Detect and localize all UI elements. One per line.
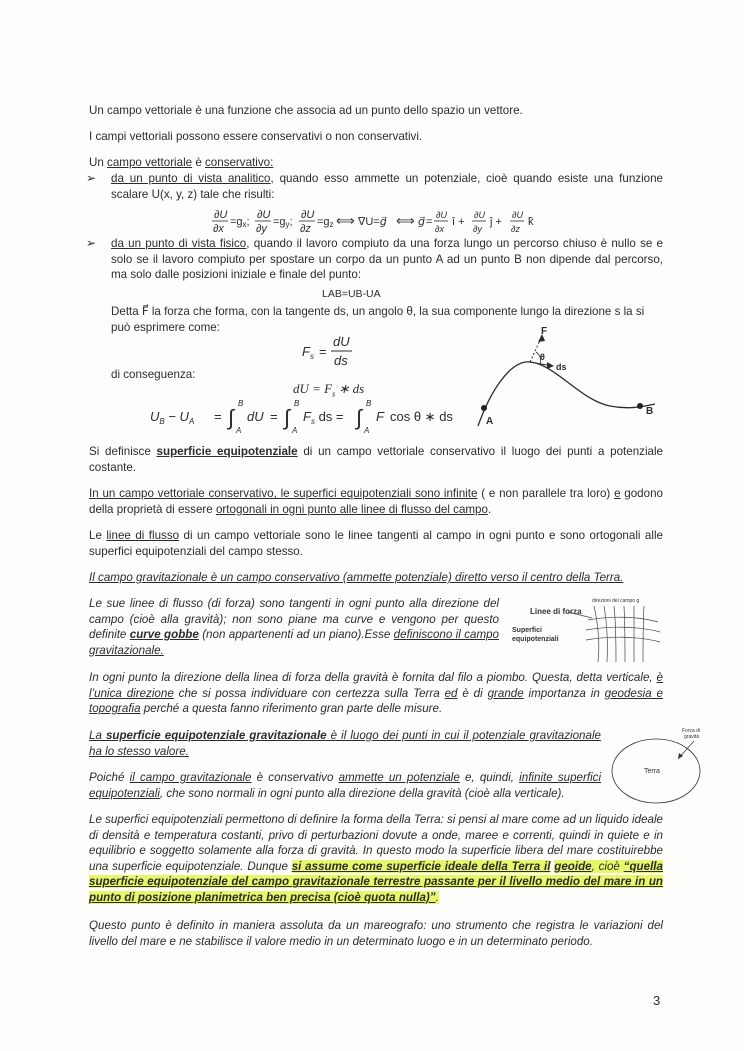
svg-text:A: A bbox=[364, 426, 370, 435]
gravity-force-label: Forza di bbox=[682, 728, 701, 734]
text: ( e non parallele tra loro) bbox=[477, 487, 615, 500]
svg-text:=gy;: =gy; bbox=[273, 216, 293, 229]
text: La bbox=[89, 729, 106, 742]
highlighted-text: , cioè bbox=[591, 859, 624, 873]
point-a-label: A bbox=[486, 416, 494, 427]
paragraph-vector-field-definition bbox=[89, 103, 663, 119]
equation-du: dU = $F_s$ ∗ ds bbox=[293, 381, 365, 399]
paragraph-tide-gauge: Questo punto è definito in maniera assoluta da un mareografo: uno strumento che registra le variazioni del livello del mare e ne stabilisce il valore medio in un determinato luogo e in un determinato periodo. bbox=[89, 919, 663, 948]
highlighted-term: geoide bbox=[554, 859, 592, 873]
underlined-term: superficie equipotenziale gravitazionale bbox=[105, 729, 327, 742]
text: di un campo vettoriale conservativo il luogo dei punti a potenziale costante. bbox=[89, 445, 664, 474]
svg-text:∂U: ∂U bbox=[436, 210, 447, 220]
svg-text:=gx;: =gx; bbox=[230, 216, 250, 229]
underlined-term: grande bbox=[487, 686, 524, 700]
svg-text:∂U: ∂U bbox=[474, 210, 485, 220]
text: . bbox=[487, 502, 492, 516]
equation-fs bbox=[300, 333, 360, 374]
svg-text:î +: î + bbox=[452, 216, 465, 228]
underlined-term: ortogonali in ogni punto alle linee di flusso del campo bbox=[215, 502, 488, 516]
underlined-term: da un punto di vista fisico bbox=[111, 237, 247, 250]
text: che si possa individuare con certezza sulla Terra bbox=[173, 686, 445, 700]
svg-text:∫: ∫ bbox=[356, 405, 363, 430]
svg-text:UB − UA: $U_B - U_A$ bbox=[150, 409, 195, 426]
svg-text:A: A bbox=[236, 426, 242, 435]
paragraph-conservative-heading bbox=[89, 155, 663, 171]
force-curve-svg bbox=[470, 322, 670, 434]
svg-text:∂x: ∂x bbox=[213, 223, 224, 235]
field-direction-label: direzioni del campo g bbox=[592, 598, 640, 604]
underlined-term: campo vettoriale bbox=[107, 156, 193, 169]
consequently-label: di conseguenza: bbox=[111, 368, 196, 381]
field-lines-group bbox=[568, 606, 660, 662]
text: Un campo vettoriale è una funzione che associa ad un punto dello spazio un vettore. bbox=[89, 104, 523, 117]
point-b-label: B bbox=[646, 406, 654, 417]
text: , quando esso ammette un potenziale, cioè quando esiste una funzione scalare U(x, y, z) tale che risulti: bbox=[111, 172, 664, 201]
svg-text:k̂: k̂ bbox=[528, 216, 534, 228]
svg-text:⟺: ⟺ bbox=[336, 213, 355, 228]
underlined-term: e bbox=[614, 487, 621, 500]
text: Un bbox=[89, 156, 108, 169]
underlined-term: linee di flusso bbox=[106, 529, 180, 542]
equation-gradient bbox=[212, 206, 612, 238]
svg-text:∂y: ∂y bbox=[473, 224, 482, 234]
equation-integral bbox=[150, 396, 453, 441]
equation-fs-svg bbox=[300, 333, 360, 369]
text: Le superfici equipotenziali permettono di definire la forma della Terra: si pensi al mare come ad un liquido ideale di densità e temperatura costanti, privo di perturbazioni dovute a onde, maree e correnti, quindi in quiete e in equilibrio e soggetto solamente alla forza di gravità. In questo modo la superficie libera del mare costituirebbe una superficie equipotenziale. Dunque bbox=[89, 813, 663, 873]
text: I campi vettoriali possono essere conservativi o non conservativi. bbox=[89, 130, 423, 143]
svg-text:⟺: ⟺ bbox=[396, 213, 415, 228]
point-b-dot bbox=[637, 403, 643, 409]
svg-text:∂z: ∂z bbox=[511, 224, 520, 234]
underlined-term: curve gobbe bbox=[129, 628, 199, 642]
equation-integral-svg bbox=[150, 396, 453, 436]
bullet-analytic bbox=[86, 171, 664, 202]
svg-text:Fs ds =: $F_s$ ds = bbox=[303, 409, 344, 426]
svg-text:∂U: ∂U bbox=[214, 209, 228, 221]
text: perché a questa fanno riferimento gran parte delle misure. bbox=[140, 702, 443, 716]
underlined-term: il campo gravitazionale bbox=[129, 771, 252, 784]
text: godono della proprietà di essere bbox=[89, 487, 663, 516]
text: Le sue linee di flusso (di forza) sono tangenti in ogni punto alla direzione del campo (cioè alla gravità); non sono piane ma curve e vengono per questo definite bbox=[89, 597, 499, 642]
svg-text:∫: ∫ bbox=[228, 405, 235, 430]
svg-text:∂x: ∂x bbox=[435, 224, 444, 234]
text: è conservativo bbox=[251, 771, 339, 784]
bullet-physical bbox=[86, 236, 664, 283]
underlined-term: In un campo vettoriale conservativo, le superfici equipotenziali sono infinite bbox=[89, 487, 478, 500]
text: importanza in bbox=[523, 686, 605, 700]
ds-label: ds bbox=[556, 362, 567, 372]
arrow-bullet-icon: ➢ bbox=[86, 236, 97, 250]
svg-text:dU: dU bbox=[247, 409, 264, 424]
underlined-term: definiscono il campo gravitazionale. bbox=[89, 628, 499, 657]
underlined-term: ammette un potenziale bbox=[338, 771, 460, 784]
svg-text:∂z: ∂z bbox=[300, 223, 311, 235]
paragraph-geoid bbox=[89, 812, 663, 906]
svg-text:B: B bbox=[294, 399, 300, 408]
underlined-term: è l’unica direzione bbox=[89, 671, 663, 700]
highlighted-text: . bbox=[435, 890, 439, 904]
underlined-term: ed bbox=[444, 686, 458, 700]
svg-text:=: = bbox=[270, 409, 278, 424]
text: Si definisce bbox=[89, 445, 157, 458]
surfaces-label-2: equipotenziali bbox=[512, 636, 559, 643]
paragraph-plumb-line bbox=[89, 670, 663, 717]
paragraph-gravitational-equipotential bbox=[89, 728, 601, 759]
theta-label: θ bbox=[540, 352, 545, 362]
underlined-term: infinite superfici equipotenziali bbox=[89, 771, 602, 800]
svg-text:=: = bbox=[426, 216, 433, 228]
svg-text:∂U: ∂U bbox=[257, 209, 271, 221]
svg-text:∫: ∫ bbox=[284, 405, 291, 430]
svg-text:cos θ ∗ ds: cos θ ∗ ds bbox=[390, 409, 453, 424]
surfaces-label-1: Superfici bbox=[512, 627, 542, 634]
text: e, quindi, bbox=[459, 771, 520, 784]
svg-text:∂y: ∂y bbox=[256, 223, 267, 235]
arrow-bullet-icon: ➢ bbox=[86, 171, 97, 185]
svg-text:Fs: $F_s$ bbox=[302, 344, 314, 361]
gravity-force-label-2: gravità bbox=[684, 734, 700, 740]
page-number: 3 bbox=[653, 993, 661, 1008]
figure-earth bbox=[602, 725, 720, 805]
paragraph-conservative-gravity bbox=[89, 770, 601, 801]
paragraph-equipotential-definition bbox=[89, 444, 663, 475]
text: , quando il lavoro compiuto da una forza lungo un percorso chiuso è nullo se e solo se il lavoro compiuto per spostare un corpo da un punto A ad un punto B non dipende dal percorso, ma solo dalle posizioni iniziale e finale del punto: bbox=[111, 237, 664, 282]
highlighted-term: si assume come superficie ideale della Terra il bbox=[291, 859, 551, 873]
paragraph-flux-lines bbox=[89, 528, 663, 559]
equation-gradient-svg bbox=[212, 206, 612, 238]
svg-text:B: B bbox=[238, 399, 244, 408]
text: Poiché bbox=[89, 771, 130, 784]
text: Le bbox=[89, 529, 107, 542]
svg-text:=: = bbox=[319, 344, 327, 359]
force-label: F bbox=[541, 326, 548, 337]
earth-svg bbox=[602, 725, 720, 805]
force-lines-label: Linee di forza bbox=[530, 607, 582, 616]
text: di un campo vettoriale sono le linee tangenti al campo in ogni punto e sono ortogonali alle superfici equipotenziali del campo stesso. bbox=[89, 529, 663, 558]
svg-text:ds: ds bbox=[334, 353, 348, 368]
underlined-term: superficie equipotenziale bbox=[156, 445, 298, 458]
text: Detta F⃗ la forza che forma, con la tangente ds, un angolo θ, la sua componente lungo la direzione s la si può esprimere come: bbox=[111, 305, 645, 334]
highlighted-term: “quella superficie equipotenziale del campo gravitazionale terrestre passante per il livello medio del mare in un punto di posizione planimetrica ben precisa (cioè quota nulla)” bbox=[89, 859, 663, 904]
underlined-term: geodesia e topografia bbox=[89, 686, 664, 716]
svg-text:A: A bbox=[292, 426, 298, 435]
figure-force-curve bbox=[470, 322, 670, 434]
figure-field-lines bbox=[508, 594, 668, 664]
text: In ogni punto la direzione della linea di forza della gravità è fornita dal filo a piombo. Questa, detta verticale, bbox=[89, 671, 657, 684]
svg-text:F: F bbox=[376, 409, 384, 424]
svg-text:=: = bbox=[214, 409, 222, 424]
svg-text:∂U: ∂U bbox=[512, 210, 523, 220]
earth-label: Terra bbox=[644, 768, 660, 775]
underlined-term: conservativo: bbox=[205, 156, 274, 169]
text: (non appartenenti ad un piano).Esse bbox=[198, 628, 394, 642]
svg-text:B: B bbox=[366, 399, 372, 408]
underlined-term: da un punto di vista analitico bbox=[111, 172, 271, 185]
text: è bbox=[192, 156, 205, 169]
point-a-dot bbox=[481, 405, 487, 411]
svg-text:∂U: ∂U bbox=[301, 209, 315, 221]
text: è di bbox=[457, 686, 488, 700]
underlined-term: è il luogo dei punti in cui il potenziale gravitazionale ha lo stesso valore. bbox=[89, 729, 601, 758]
svg-text:∇U=g⃗: ∇U=g⃗ bbox=[358, 216, 387, 228]
svg-text:g⃗: g⃗ bbox=[418, 216, 425, 228]
ds-arrowhead bbox=[547, 362, 554, 369]
paragraph-infinite-surfaces bbox=[89, 486, 663, 517]
field-lines-svg bbox=[508, 594, 668, 664]
equation-work: LAB=UB-UA bbox=[322, 288, 381, 300]
svg-text:ĵ +: ĵ + bbox=[490, 216, 502, 228]
svg-text:dU: dU bbox=[333, 334, 350, 349]
paragraph-conservative-types bbox=[89, 129, 663, 145]
svg-text:=gz: =gz bbox=[317, 216, 334, 229]
text: , che sono normali in ogni punto alla direzione della gravità (cioè alla verticale). bbox=[159, 786, 565, 800]
paragraph-gravitational-field: Il campo gravitazionale è un campo conservativo (ammette potenziale) diretto verso il centro della Terra. bbox=[89, 571, 624, 584]
paragraph-flux-lines-gravity bbox=[89, 596, 499, 658]
